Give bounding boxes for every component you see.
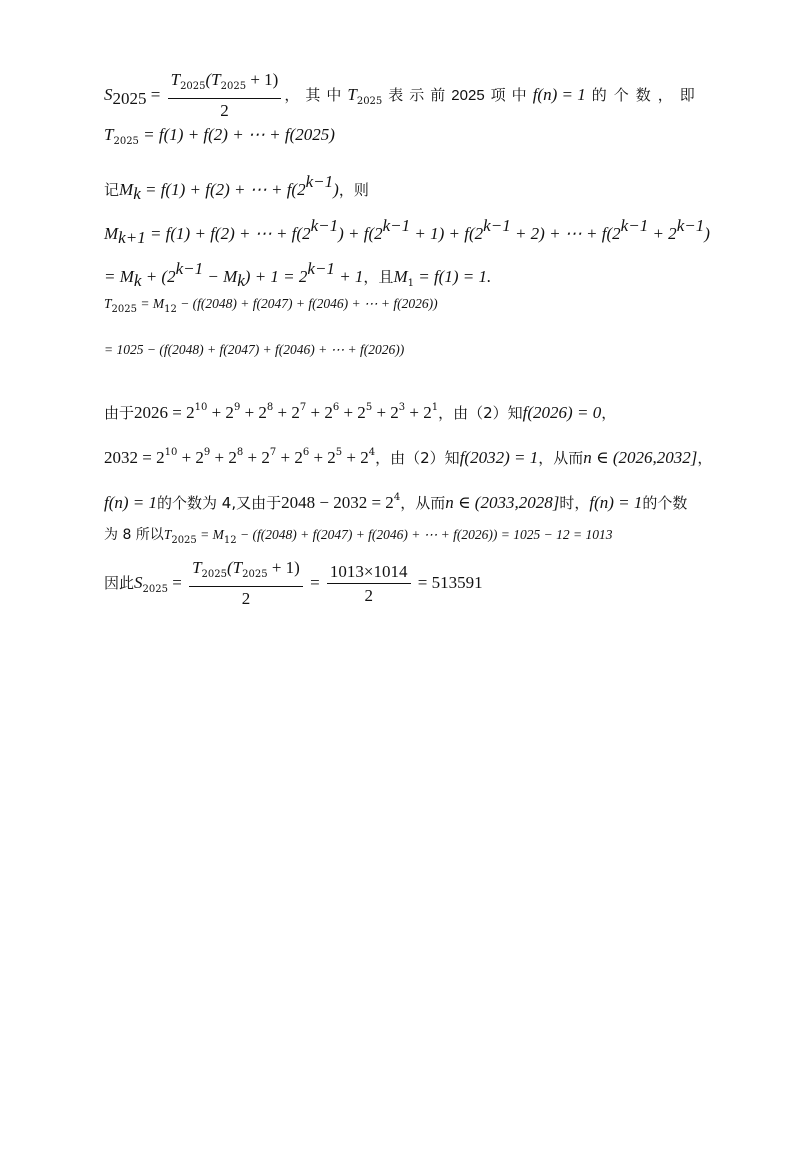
math-expr: + 2 — [240, 403, 267, 422]
sup: k−1 — [175, 259, 204, 278]
text: ，从而 — [538, 449, 584, 467]
sub: k — [133, 271, 142, 290]
sup: 5 — [365, 402, 373, 413]
math-S: S — [104, 85, 113, 104]
math-fn: f(n) = 1 — [532, 85, 586, 104]
text: ，由（2）知 — [438, 404, 523, 422]
text: 的个数，即 — [591, 86, 702, 104]
sup: k−1 — [483, 216, 511, 235]
math-expr: ) — [333, 180, 339, 199]
text: 由于 — [104, 404, 135, 422]
math-expr: + 2) + ⋯ + f(2 — [510, 224, 621, 243]
math-expr: + 2 — [177, 448, 204, 467]
text: 表示前 — [388, 86, 452, 104]
fraction-numerator — [189, 558, 303, 587]
math-expr: n ∈ (2033,2028] — [445, 493, 560, 512]
sup: 6 — [332, 402, 340, 413]
text: ， — [601, 404, 617, 422]
sup: k−1 — [676, 216, 705, 235]
sub: 2025 — [142, 584, 168, 595]
math-expr: = 1025 − (f(2048) + f(2047) + f(2046) + ⋯ + f(2026)) — [104, 342, 405, 357]
text: 记 — [104, 181, 120, 199]
sup: 7 — [299, 402, 307, 413]
number: 2025 — [451, 87, 485, 104]
sub: k+1 — [118, 228, 146, 247]
math-expr: = M — [136, 296, 165, 311]
math-T: T — [163, 527, 172, 542]
math-expr: ) + f(2 — [338, 224, 383, 243]
math-eq: = — [146, 85, 165, 104]
math-expr: = f(1) + f(2) + ⋯ + f(2 — [145, 224, 311, 243]
math-expr: + 1 — [334, 267, 364, 286]
text: ，则 — [338, 181, 369, 199]
math-expr: − (f(2048) + f(2047) + f(2046) + ⋯ + f(2026)) = 1025 − 12 = 1013 — [236, 527, 613, 542]
math-expr: ) + 1 = 2 — [244, 267, 308, 286]
sup: 4 — [368, 447, 376, 458]
text: 为 8 所以 — [104, 527, 164, 543]
math-expr: + 2 — [207, 403, 234, 422]
math-expr: + 2 — [309, 448, 336, 467]
math-expr: + 2 — [342, 448, 369, 467]
math-expr: = M — [104, 267, 134, 286]
math-T: T — [170, 70, 181, 89]
math-T: T — [192, 558, 202, 577]
math-M: M — [393, 267, 408, 286]
math-T2: (T — [226, 558, 243, 577]
math-expr: − (f(2048) + f(2047) + f(2046) + ⋯ + f(2026)) — [176, 296, 438, 311]
math-expr: 2026 = 2 — [134, 403, 195, 422]
line-8 — [104, 397, 616, 424]
fraction — [189, 558, 303, 609]
sup: 4 — [393, 492, 401, 503]
sub: 2025 — [356, 96, 383, 107]
sup: 3 — [398, 402, 406, 413]
math-eq: = — [167, 573, 187, 592]
math-expr: + 2 — [372, 403, 399, 422]
sup: 9 — [233, 402, 241, 413]
sub: 2025 — [113, 136, 139, 147]
math-plus-one: + 1) — [267, 558, 300, 577]
sub: k — [237, 271, 245, 290]
math-M: M — [104, 224, 119, 243]
sup: 7 — [269, 447, 277, 458]
sub: k — [133, 184, 141, 203]
sub: 2025 — [171, 535, 197, 546]
sub: 2025 — [180, 81, 206, 92]
sub: 2025 — [112, 89, 147, 108]
math-T: T — [104, 125, 114, 144]
text: 时， — [559, 494, 590, 512]
math-expr: f(n) = 1 — [104, 493, 158, 512]
text: 的个数为 4,又由于 — [157, 494, 282, 512]
line-6 — [104, 293, 438, 321]
math-expr: + 2 — [339, 403, 366, 422]
sub: 12 — [164, 304, 177, 315]
math-expr: = M — [196, 527, 224, 542]
math-T: T — [347, 85, 357, 104]
sup: 10 — [164, 447, 178, 458]
math-expr: = f(1) = 1. — [413, 267, 492, 286]
math-expr: + 2 — [405, 403, 432, 422]
math-expr: = f(1) + f(2) + ⋯ + f(2 — [140, 180, 306, 199]
sup: k−1 — [382, 216, 411, 235]
line-2 — [104, 124, 335, 153]
text: ，从而 — [400, 494, 446, 512]
sup: k−1 — [307, 259, 335, 278]
line-1 — [104, 70, 702, 121]
math-eq: = — [305, 573, 324, 592]
line-5 — [104, 258, 491, 295]
text: 项中 — [490, 86, 533, 104]
sub: 1 — [407, 278, 414, 289]
sup: 10 — [194, 402, 208, 413]
math-S: S — [134, 573, 143, 592]
sup: 5 — [335, 447, 343, 458]
text: 因此 — [104, 574, 135, 592]
sup: 6 — [302, 447, 310, 458]
sub: 2025 — [111, 304, 137, 315]
line-10 — [104, 487, 687, 514]
sub: 2025 — [220, 81, 247, 92]
fraction — [327, 562, 411, 606]
line-7 — [104, 339, 404, 362]
text: ，由（2）知 — [375, 449, 460, 467]
math-expr: 2032 = 2 — [104, 448, 165, 467]
sub: 2025 — [201, 569, 227, 580]
line-9 — [104, 442, 712, 469]
math-expr: − M — [203, 267, 238, 286]
math-expr: + 2 — [306, 403, 333, 422]
math-expr: = f(1) + f(2) + ⋯ + f(2025) — [138, 125, 335, 144]
fraction — [168, 70, 282, 121]
math-expr: ) — [704, 224, 710, 243]
sup: k−1 — [305, 172, 334, 191]
sub: 12 — [223, 535, 237, 546]
math-T2: (T — [205, 70, 221, 89]
math-T: T — [104, 296, 112, 311]
fraction-denominator: 2 — [241, 589, 251, 608]
text: ，且 — [363, 268, 394, 286]
fraction-denominator: 2 — [220, 101, 229, 120]
sub: 2025 — [242, 569, 268, 580]
math-result: = 513591 — [413, 573, 483, 592]
math-expr: + (2 — [141, 267, 176, 286]
text: ，其中 — [284, 86, 348, 104]
sup: 1 — [431, 402, 439, 413]
sup: 8 — [266, 402, 274, 413]
line-11 — [104, 524, 612, 552]
fraction-numerator — [168, 70, 282, 99]
sup: 9 — [203, 447, 211, 458]
math-expr: + 1) + f(2 — [410, 224, 484, 243]
math-expr: + 2 — [273, 403, 300, 422]
math-expr: + 2 — [276, 448, 303, 467]
math-expr: f(2032) = 1 — [459, 448, 539, 467]
math-expr: f(2026) = 0 — [522, 403, 602, 422]
math-expr: 2048 − 2032 = 2 — [281, 493, 394, 512]
text: ， — [697, 449, 713, 467]
line-3 — [104, 171, 369, 205]
sup: 8 — [236, 447, 244, 458]
sup: k−1 — [310, 216, 339, 235]
math-expr: f(n) = 1 — [589, 493, 643, 512]
line-12 — [104, 558, 483, 609]
line-4 — [104, 215, 710, 249]
math-M: M — [119, 180, 134, 199]
math-expr: n ∈ (2026,2032] — [583, 448, 698, 467]
math-expr: + 2 — [648, 224, 677, 243]
fraction-numerator: 1013×1014 — [327, 562, 411, 584]
fraction-denominator: 2 — [364, 585, 373, 605]
math-expr: + 2 — [210, 448, 237, 467]
math-expr: + 2 — [243, 448, 270, 467]
text: 的个数 — [642, 494, 688, 512]
math-plus-one: + 1) — [246, 70, 279, 89]
sup: k−1 — [620, 216, 649, 235]
